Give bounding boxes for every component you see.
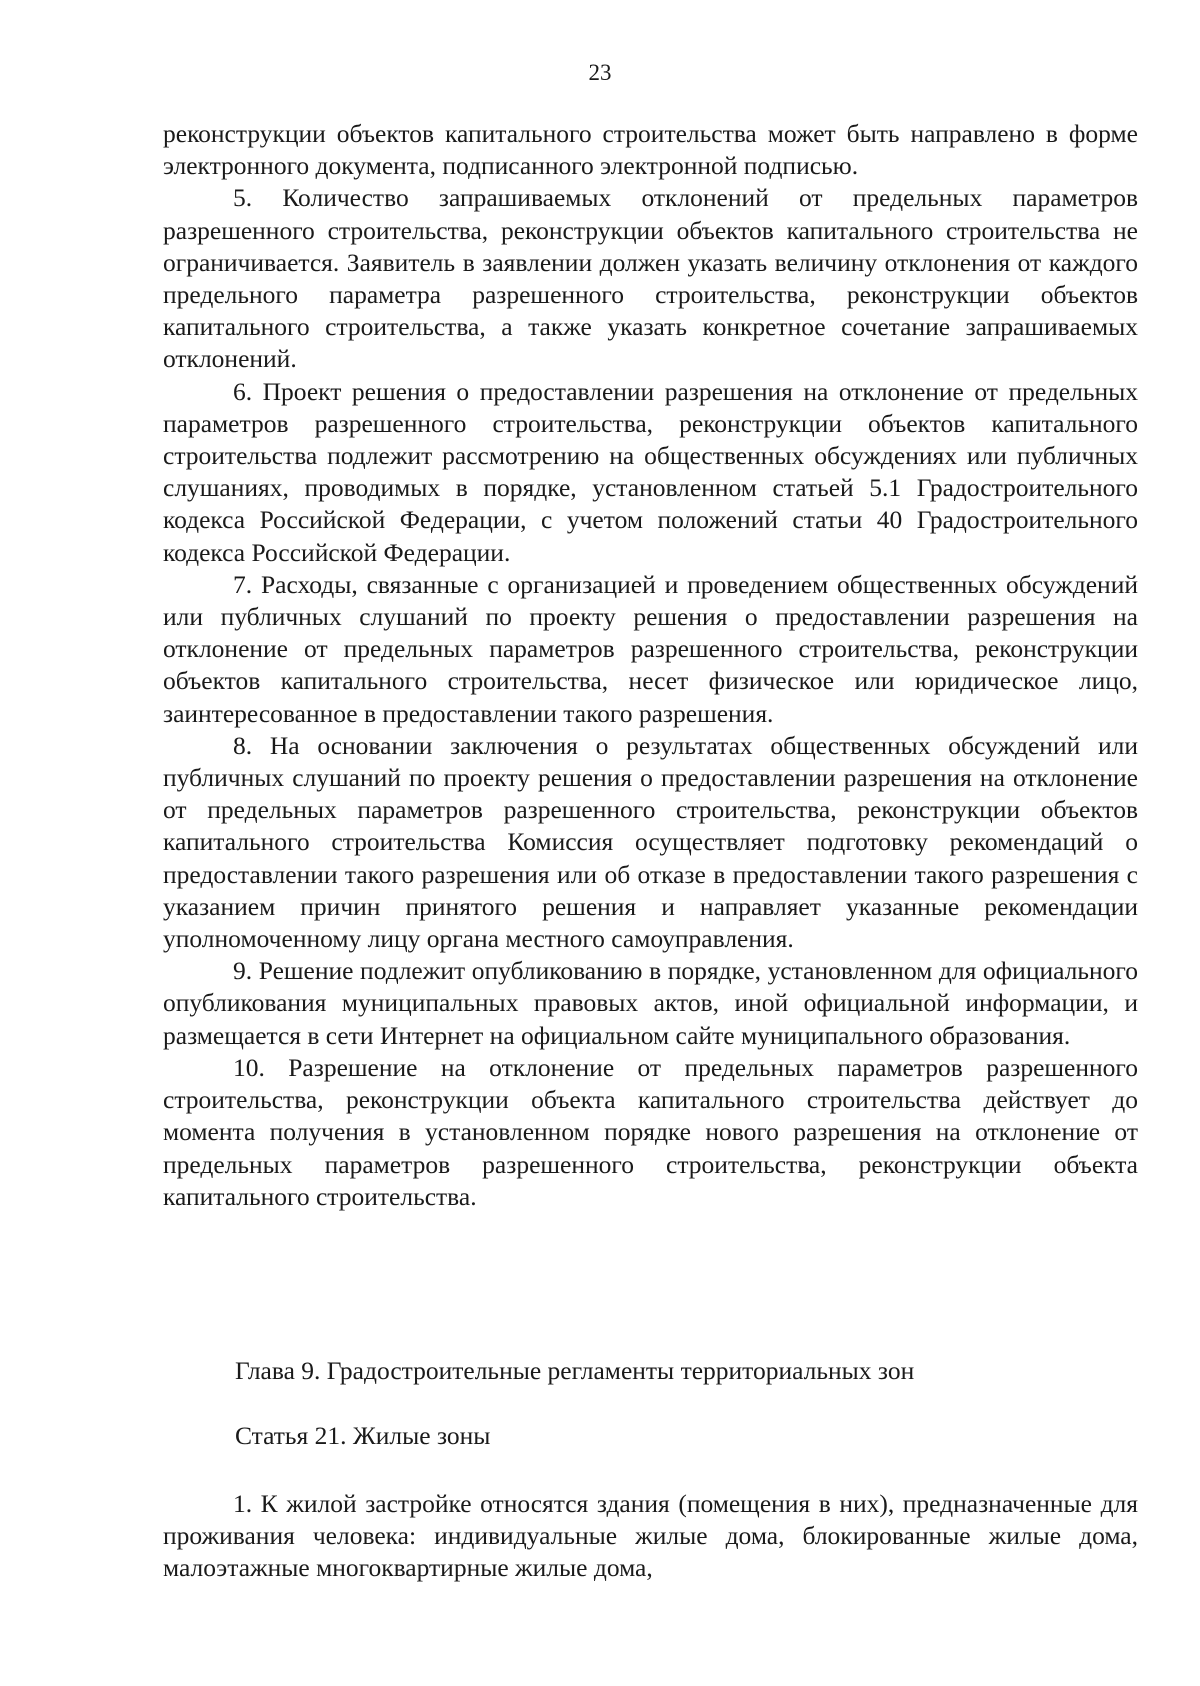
paragraph-item-8: 8. На основании заключения о результатах общественных обсуждений или публичных слушаний по проекту решения о предоставлении разрешения на отклонение от предельных параметров разрешенного строительства, реконструкции объектов капитального строительства Комиссия осуществляет подготовку рекомендаций о предоставлении такого разрешения или об отказе в предоставлении такого разрешения с указанием причин принятого решения и направляет указанные рекомендации уполномоченному лицу органа местного самоуправления. bbox=[163, 730, 1138, 954]
paragraph-item-5: 5. Количество запрашиваемых отклонений от предельных параметров разрешенного строительства, реконструкции объектов капитального строительства не ограничивается. Заявитель в заявлении должен указать величину отклонения от каждого предельного параметра разрешенного строительства, реконструкции объектов капитального строительства, а также указать конкретное сочетание запрашиваемых отклонений. bbox=[163, 183, 1138, 374]
article-heading: Статья 21. Жилые зоны bbox=[235, 1421, 491, 1450]
paragraph-continuation: реконструкции объектов капитального строительства может быть направлено в форме электронного документа, подписанного электронной подписью. bbox=[163, 119, 1138, 181]
article-body bbox=[163, 1488, 1138, 1585]
article-paragraph-1: 1. К жилой застройке относятся здания (помещения в них), предназначенные для проживания человека: индивидуальные жилые дома, блокированные жилые дома, малоэтажные многоквартирные жилые дома, bbox=[163, 1489, 1138, 1583]
page-number: 23 bbox=[588, 60, 612, 85]
chapter-heading: Глава 9. Градостроительные регламенты территориальных зон bbox=[235, 1356, 915, 1385]
paragraph-item-9: 9. Решение подлежит опубликованию в порядке, установленном для официального опубликования муниципальных правовых актов, иной официальной информации, и размещается в сети Интернет на официальном сайте муниципального образования. bbox=[163, 956, 1138, 1050]
paragraph-item-7: 7. Расходы, связанные с организацией и проведением общественных обсуждений или публичных слушаний по проекту решения о предоставлении разрешения на отклонение от предельных параметров разрешенного строительства, реконструкции объектов капитального строительства, несет физическое или юридическое лицо, заинтересованное в предоставлении такого разрешения. bbox=[163, 569, 1138, 728]
document-body bbox=[163, 118, 1138, 1213]
paragraph-item-10: 10. Разрешение на отклонение от предельных параметров разрешенного строительства, реконструкции объекта капитального строительства действует до момента получения в установленном порядке нового разрешения на отклонение от предельных параметров разрешенного строительства, реконструкции объекта капитального строительства. bbox=[163, 1052, 1138, 1211]
paragraph-item-6: 6. Проект решения о предоставлении разрешения на отклонение от предельных параметров разрешенного строительства, реконструкции объектов капитального строительства подлежит рассмотрению на общественных обсуждениях или публичных слушаниях, проводимых в порядке, установленном статьей 5.1 Градостроительного кодекса Российской Федерации, с учетом положений статьи 40 Градостроительного кодекса Российской Федерации. bbox=[163, 376, 1138, 567]
